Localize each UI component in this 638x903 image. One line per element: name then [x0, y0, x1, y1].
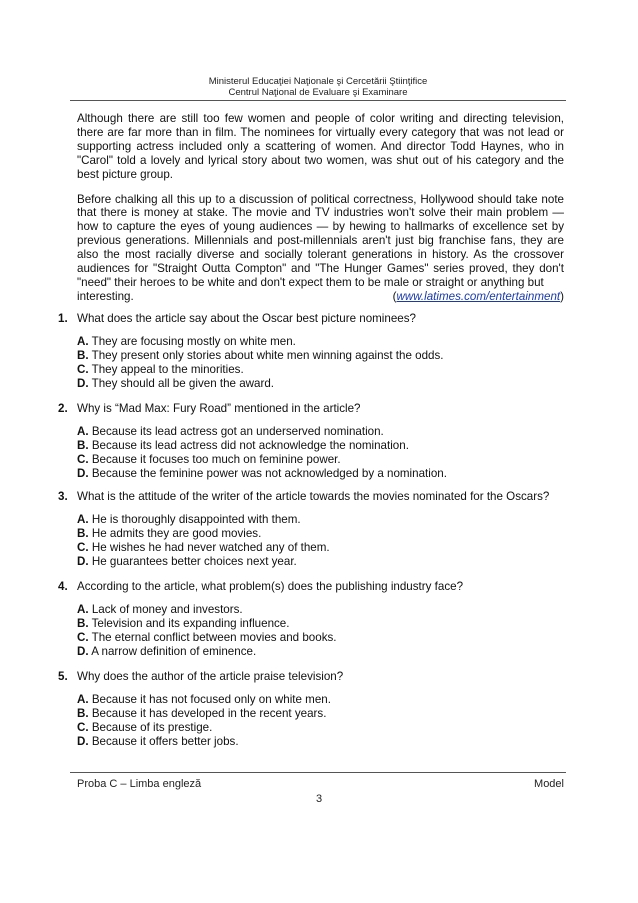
option-a[interactable]: A. Lack of money and investors.: [77, 602, 243, 616]
option-a[interactable]: A. He is thoroughly disappointed with them.: [77, 512, 301, 526]
option-a[interactable]: A. They are focusing mostly on white men.: [77, 334, 296, 348]
header-ministry: Ministerul Educaţiei Naţionale şi Cercetării Ştiinţifice: [208, 76, 428, 87]
question-1: [58, 312, 566, 391]
question-3: [58, 490, 566, 569]
header-center: Centrul Naţional de Evaluare şi Examinare: [228, 87, 408, 98]
header-divider: [70, 100, 566, 101]
option-b[interactable]: B. He admits they are good movies.: [77, 526, 262, 540]
passage-paragraph-2-text: Before chalking all this up to a discussion of political correctness, Hollywood should take note that there is money at stake. The movie and TV industries won't solve their main problem — how to capture the eyes of young audiences — by hewing to hallmarks of excellence set by previous generations. Millennials and post-millennials aren't just big franchise fans, they are also the most racially diverse and socially tolerant generations in history. As the crossover audiences for "Straight Outta Compton" and "The Hunger Games" series proved, they don't "need" their heroes to be white and don't expect them to be male or straight or anything but: [77, 192, 564, 289]
passage-last-word: interesting.: [77, 289, 134, 303]
question-number: 5.: [58, 670, 68, 683]
question-text: What does the article say about the Oscar best picture nominees?: [77, 312, 416, 325]
option-c[interactable]: C. He wishes he had never watched any of them.: [77, 540, 330, 554]
option-a[interactable]: A. Because its lead actress got an underserved nomination.: [77, 424, 384, 438]
answer-options: [58, 603, 566, 659]
answer-options: [58, 425, 566, 481]
passage-last-line: [77, 290, 564, 304]
option-c[interactable]: C. Because it focuses too much on feminine power.: [77, 452, 341, 466]
source-link[interactable]: www.latimes.com/entertainment: [396, 289, 561, 303]
answer-options: [58, 335, 566, 391]
question-number: 4.: [58, 580, 68, 593]
option-c[interactable]: C. Because of its prestige.: [77, 720, 213, 734]
answer-options: [58, 513, 566, 569]
source-citation: (www.latimes.com/entertainment): [392, 289, 564, 303]
page-footer: [77, 778, 564, 790]
footer-exam-name: Proba C – Limba engleză: [77, 778, 202, 790]
question-text: Why is “Mad Max: Fury Road” mentioned in the article?: [77, 402, 361, 415]
option-b[interactable]: B. Television and its expanding influence.: [77, 616, 290, 630]
option-b[interactable]: B. Because it has developed in the recent years.: [77, 706, 327, 720]
question-number: 2.: [58, 402, 68, 415]
option-d[interactable]: D. Because the feminine power was not acknowledged by a nomination.: [77, 466, 447, 480]
option-c[interactable]: C. The eternal conflict between movies and books.: [77, 630, 337, 644]
reading-passage: [77, 112, 564, 314]
option-d[interactable]: D. He guarantees better choices next year.: [77, 554, 297, 568]
question-text: Why does the author of the article praise television?: [77, 670, 344, 683]
question-4: [58, 580, 566, 659]
option-d[interactable]: D. A narrow definition of eminence.: [77, 644, 257, 658]
option-d[interactable]: D. Because it offers better jobs.: [77, 734, 239, 748]
answer-options: [58, 693, 566, 749]
footer-divider: [70, 772, 566, 773]
option-b[interactable]: B. Because its lead actress did not acknowledge the nomination.: [77, 438, 409, 452]
question-number: 3.: [58, 490, 68, 503]
option-a[interactable]: A. Because it has not focused only on white men.: [77, 692, 331, 706]
footer-model-label: Model: [534, 778, 564, 790]
page-header: [70, 76, 566, 98]
question-2: [58, 402, 566, 481]
question-text: According to the article, what problem(s) does the publishing industry face?: [77, 580, 464, 593]
question-5: [58, 670, 566, 749]
passage-paragraph-2: [77, 193, 564, 304]
question-text: What is the attitude of the writer of the article towards the movies nominated for the Oscars?: [77, 490, 550, 503]
question-number: 1.: [58, 312, 68, 325]
option-c[interactable]: C. They appeal to the minorities.: [77, 362, 244, 376]
option-b[interactable]: B. They present only stories about white men winning against the odds.: [77, 348, 444, 362]
passage-paragraph-1: Although there are still too few women and people of color writing and directing television, there are far more than in film. The nominees for virtually every category that was not lead or supporting actress included only a scattering of women. And director Todd Haynes, who in "Carol" told a lovely and lyrical story about two women, was shut out of his category and the best picture group.: [77, 112, 564, 181]
page-number: 3: [315, 793, 323, 805]
option-d[interactable]: D. They should all be given the award.: [77, 376, 275, 390]
